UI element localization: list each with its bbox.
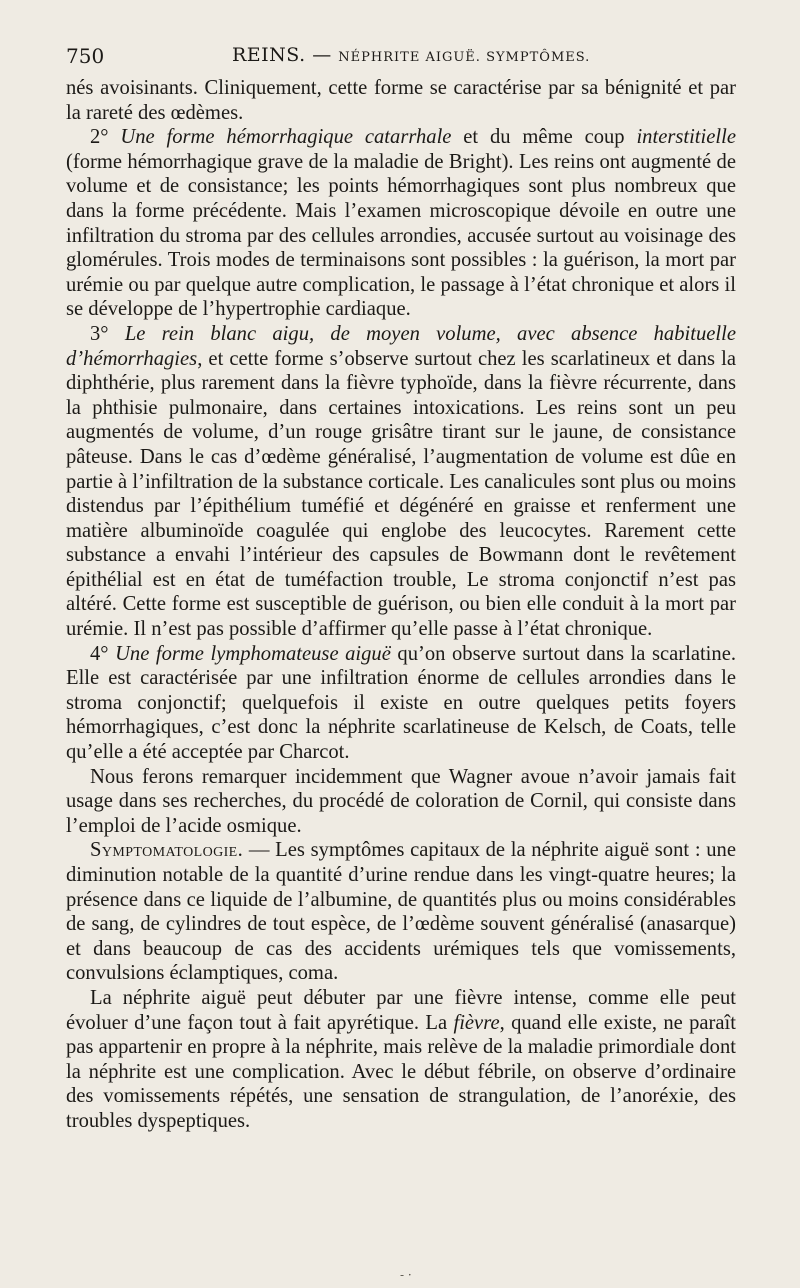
- page-number: 750: [66, 44, 105, 68]
- running-head-sub: NÉPHRITE AIGUË. SYMPTÔMES.: [338, 50, 591, 65]
- paragraph: [66, 642, 736, 765]
- italic-span: Une forme hémorrhagique catarrhale: [120, 126, 452, 149]
- text-span: , quand elle existe, ne paraît pas appartenir en propre à la néphrite, mais relève de la maladie primordiale dont la néphrite est une complication. Avec le début fébrile, on observe d’ordinaire des vomissements répétés, une sensation de strangulation, de l’anoréxie, des troubles dyspeptiques.: [66, 1011, 736, 1132]
- text-span: 2°: [90, 126, 121, 149]
- body-text: [66, 76, 736, 1134]
- section-heading: Symptomatologie.: [90, 839, 244, 862]
- italic-span: Le rein blanc aigu, de moyen volume, avec absence habituelle d’hémorrhagies: [66, 322, 736, 370]
- text-span: et du même coup: [451, 126, 637, 149]
- running-head: [232, 44, 590, 66]
- text-span: 4°: [90, 642, 116, 665]
- page-header: [66, 44, 736, 70]
- paragraph: [66, 322, 736, 642]
- italic-span: interstitielle: [636, 126, 736, 149]
- text-span: 3°: [90, 322, 125, 345]
- italic-span: fièvre: [453, 1011, 500, 1034]
- paragraph: [66, 76, 736, 125]
- text-span: (forme hémorrhagique grave de la maladie de Bright). Les reins ont augmenté de volume et de consistance; les points hémorrhagiques sont plus nombreux que dans la forme précédente. Mais l’examen microscopique dévoile en outre une infiltration du stroma par des cellules arrondies, accusée surtout au voisinage des glomérules. Trois modes de terminaisons sont possibles : la guérison, la mort par urémie ou par quelque autre complication, le passage à l’état chronique et alors il se développe de l’hypertrophie cardiaque.: [66, 150, 736, 321]
- paragraph: [66, 125, 736, 322]
- text-span: La néphrite aiguë peut débuter par une fièvre intense, comme elle peut évoluer d’une façon tout à fait apyrétique. La: [66, 986, 736, 1034]
- running-head-main: REINS. —: [232, 44, 332, 66]
- text-span: , et cette forme s’observe surtout chez les scarlatineux et dans la diphthérie, plus rarement dans la fièvre typhoïde, dans la fièvre récurrente, dans la phthisie pulmonaire, dans certaines intoxications. Les reins sont un peu augmentés de volume, d’un rouge grisâtre tirant sur le jaune, de consistance pâteuse. Dans le cas d’œdème généralisé, l’augmentation de volume est dûe en partie à l’infiltration de la substance corticale. Les canalicules sont plus ou moins distendus par l’épithélium tuméfié et dégénéré en graisse et renferment une matière albuminoïde coagulée qui englobe des leucocytes. Rarement cette substance a envahi l’intérieur des capsules de Bowmann dont le revêtement épithélial est en état de tuméfaction trouble, Le stroma conjonctif n’est pas altéré. Cette forme est susceptible de guérison, ou bien elle conduit à la mort par urémie. Il n’est pas possible d’affirmer qu’elle passe à l’état chronique.: [66, 347, 736, 641]
- text-span: — Les symptômes capitaux de la néphrite aiguë sont : une diminution notable de la quantité d’urine rendue dans les vingt-quatre heures; la présence dans ce liquide de l’albumine, de quantités plus ou moins considérables de sang, de cylindres de tout espèce, de l’œdème souvent généralisé (anasarque) et dans beaucoup de cas des accidents urémiques tels que vomissements, convulsions éclamptiques, coma.: [66, 839, 736, 985]
- text-span: nés avoisinants. Cliniquement, cette forme se caractérise par sa bénignité et par la rareté des œdèmes.: [66, 77, 736, 124]
- text-span: Nous ferons remarquer incidemment que Wagner avoue n’avoir jamais fait usage dans ses recherches, du procédé de coloration de Cornil, qui consiste dans l’emploi de l’acide osmique.: [66, 765, 736, 837]
- footer-mark: - ·: [400, 1268, 412, 1282]
- text-span: qu’on observe surtout dans la scarlatine. Elle est caractérisée par une infiltration énorme de cellules arrondies dans le stroma conjonctif; quelquefois il existe en outre quelques petits foyers hémorrhagiques, c’est donc la néphrite scarlatineuse de Kelsch, de Coats, telle qu’elle a été acceptée par Charcot.: [66, 642, 736, 764]
- italic-span: Une forme lymphomateuse aiguë: [115, 642, 391, 665]
- paragraph: [66, 986, 736, 1134]
- paragraph: [66, 838, 736, 986]
- paragraph: [66, 765, 736, 839]
